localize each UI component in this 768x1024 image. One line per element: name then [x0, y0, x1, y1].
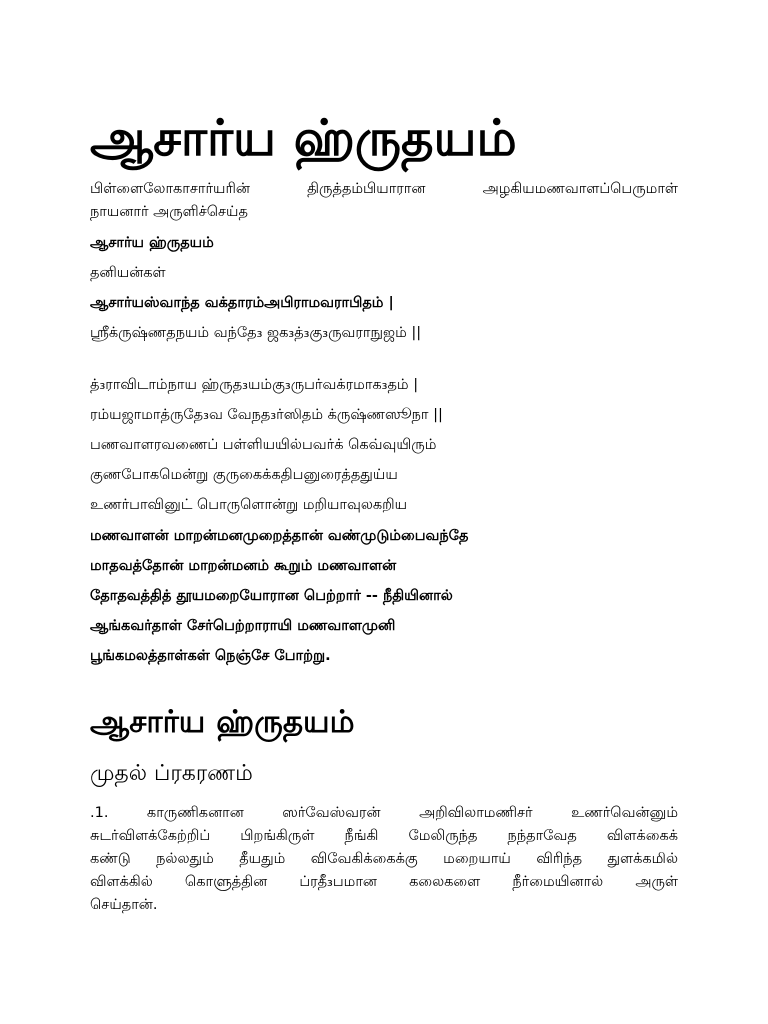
verse-line: ரம்யஜாமாத்ருதே₃வ வேநத₃ர்ஸிதம் க்ருஷ்ணஸூநா ||: [90, 407, 443, 423]
verse-line: மணவாளன் மாறன்மனமுறைத்தான் வண்முடும்பைவந்தே: [90, 528, 469, 544]
sutra-line: விளக்கில் கொளுத்தின ப்ரதீ₃பமான கலைகளை நீர்மையினால் அருள்: [90, 874, 678, 890]
verse-line: பூங்கமலத்தாள்கள் நெஞ்சே போற்று.: [90, 648, 331, 664]
verse-line: குணபோகமென்று குருகைக்கதிபனுரைத்ததுய்ய: [90, 467, 398, 483]
taniyans-label: தனியன்கள்: [90, 265, 166, 281]
sutra-line: செய்தான்.: [90, 897, 158, 913]
document-title: ஆசார்ய ஹ்ருதயம்: [90, 109, 517, 167]
chapter-heading: முதல் ப்ரகரணம்: [90, 761, 253, 786]
verse-line: பணவாளரவணைப் பள்ளியயில்பவர்க் கெவ்வுயிரும்: [90, 437, 437, 453]
book-name: ஆசார்ய ஹ்ருதயம்: [90, 235, 214, 251]
verse-line: த்₃ராவிடாம்நாய ஹ்ருத₃யம்கு₃ருபர்வக்ரமாக₃தம் |: [90, 377, 419, 393]
verse-line: தோதவத்தித் தூயமறையோரான பெற்றார் -- நீதியினால்: [90, 588, 453, 604]
verse-line: உணர்பாவினுட் பொருளொன்று மறியாவுலகறிய: [90, 497, 408, 513]
sutra-line: .1. காருணிகனான ஸர்வேஸ்வரன் அறிவிலாமணிசர் உணர்வென்னும்: [90, 805, 678, 821]
section-heading: ஆசார்ய ஹ்ருதயம்: [90, 704, 355, 740]
verse-line: ஆசார்யஸ்வாந்த வக்தாரம்அபிராமவராபிதம் |: [90, 295, 394, 311]
verse-line: ஆங்கவர்தாள் சேர்பெற்றாராயி மணவாளமுனி: [90, 618, 396, 634]
verse-line: மாதவத்தோன் மாறன்மனம் கூறும் மணவாளன்: [90, 558, 397, 574]
sutra-line: சுடர்விளக்கேற்றிப் பிறங்கிருள் நீங்கி மேலிருந்த நந்தாவேத விளக்கைக்: [90, 828, 678, 844]
subtitle-line: பிள்ளைலோகாசார்யரின் திருத்தம்பியாரான அழகியமணவாளப்பெருமாள்: [90, 181, 678, 197]
verse-line: ஸ்ரீக்ருஷ்ணதநயம் வந்தே₃ ஜக₃த்₃கு₃ருவராநுஜம் ||: [90, 325, 422, 341]
subtitle-line: நாயனார் அருளிச்செய்த: [90, 204, 248, 220]
sutra-line: கண்டு நல்லதும் தீயதும் விவேகிக்கைக்கு மறையாய் விரிந்த துளக்கமில்: [90, 851, 678, 867]
